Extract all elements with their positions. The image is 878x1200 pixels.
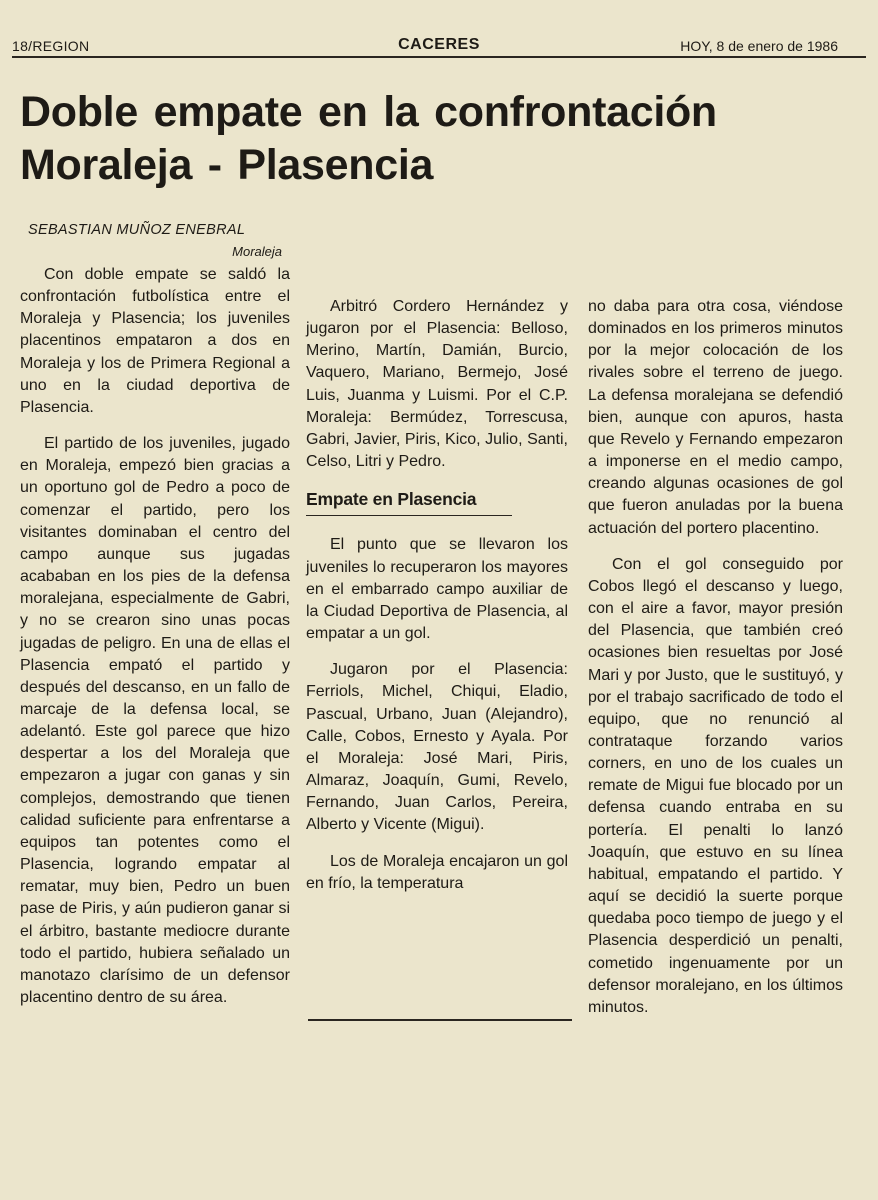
column-end-rule (308, 1019, 572, 1021)
paragraph: Los de Moraleja encajaron un gol en frío, la temperatura (306, 852, 568, 892)
article-subhead: Empate en Plasencia (306, 487, 512, 516)
article-column-1 (20, 264, 290, 1023)
paragraph: Jugaron por el Plasencia: Ferriols, Michel, Chiqui, Eladio, Pascual, Urbano, Juan (Alejandro), Calle, Cobos, Ernesto y Ayala. Por el Moraleja: José Mari, Piris, Almaraz, Joaquín, Gumi, Revelo, Fernando, Juan Carlos, Pereira, Alberto y Vicente (Migui). (306, 661, 568, 834)
paragraph: Con el gol conseguido por Cobos llegó el descanso y luego, con el aire a favor, mayor presión del Plasencia, que también creó ocasiones bien resueltas por José Mari y por Justo, que le sustituyó, y por el trabajo sacrificado de todo el equipo, que no renunció al contrataque forzando varios corners, en uno de los cuales un remate de Migui fue blocado por un defensa cuando entraba en su portería. El penalti lo lanzó Joaquín, que estuvo en su línea habitual, empatando el partido. Y aquí se decidió la suerte porque quedaba poco tiempo de juego y el Plasencia desperdició un penalti, cometido ingenuamente por un defensor moralejano, en los últimos minutos. (588, 555, 843, 1016)
paragraph: no daba para otra cosa, viéndose dominados en los primeros minutos por la mejor colocación de los rivales sobre el terreno de juego. La defensa moralejana se defendió bien, aunque con apuros, hasta que Revelo y Fernando empezaron a imponerse en el medio campo, creando algunas ocasiones de gol que fueron anuladas por la buena actuación del portero placentino. (588, 298, 843, 537)
paragraph: Arbitró Cordero Hernández y jugaron por el Plasencia: Belloso, Merino, Martín, Damián, Burcio, Vaquero, Mariano, Bermejo, José Luis, Juanma y Luismi. Por el C.P. Moraleja: Bermúdez, Torrescusa, Gabri, Javier, Piris, Kico, Julio, Santi, Celso, Litri y Pedro. (306, 298, 568, 471)
section-name: CACERES (398, 36, 480, 53)
paragraph: El punto que se llevaron los juveniles lo recuperaron los mayores en el embarrado campo auxiliar de la Ciudad Deportiva de Plasencia, al empatar a un gol. (306, 536, 568, 643)
article-headline: Doble empate en la confrontación Moraleja - Plasencia (20, 88, 717, 190)
article-dateline: Moraleja (232, 244, 282, 259)
publication-date: HOY, 8 de enero de 1986 (680, 38, 838, 54)
article-column-3 (588, 296, 843, 1033)
article-column-2 (306, 296, 568, 909)
paragraph: El partido de los juveniles, jugado en Moraleja, empezó bien gracias a un oportuno gol de Pedro a poco de comenzar el partido, pero los visitantes dominaban el centro del campo aunque sus jugadas acababan en los pies de la defensa moralejana, especialmente de Gabri, y no se crearon sino unas pocas jugadas de peligro. En una de ellas el Plasencia empató el partido y después del descanso, en un fallo de marcaje de la defensa local, se adelantó. Este gol parece que hizo despertar a los del Moraleja que empezaron a jugar con ganas y sin complejos, demostrando que tienen calidad suficiente para enfrentarse a equipos tan potentes como el Plasencia, logrando empatar al rematar, muy bien, Pedro un buen pase de Piris, y aún pudieron ganar si el árbitro, bastante mediocre durante todo el partido, hubiera señalado un manotazo clarísimo de un defensor placentino dentro de su área. (20, 435, 290, 1006)
paragraph: Con doble empate se saldó la confrontación futbolística entre el Moraleja y Plasencia; los juveniles placentinos empataron a dos en Moraleja y los de Primera Regional a uno en la ciudad deportiva de Plasencia. (20, 266, 290, 416)
article-byline: SEBASTIAN MUÑOZ ENEBRAL (28, 222, 246, 238)
header-divider (12, 56, 866, 58)
page-section-label: 18/REGION (12, 38, 90, 54)
